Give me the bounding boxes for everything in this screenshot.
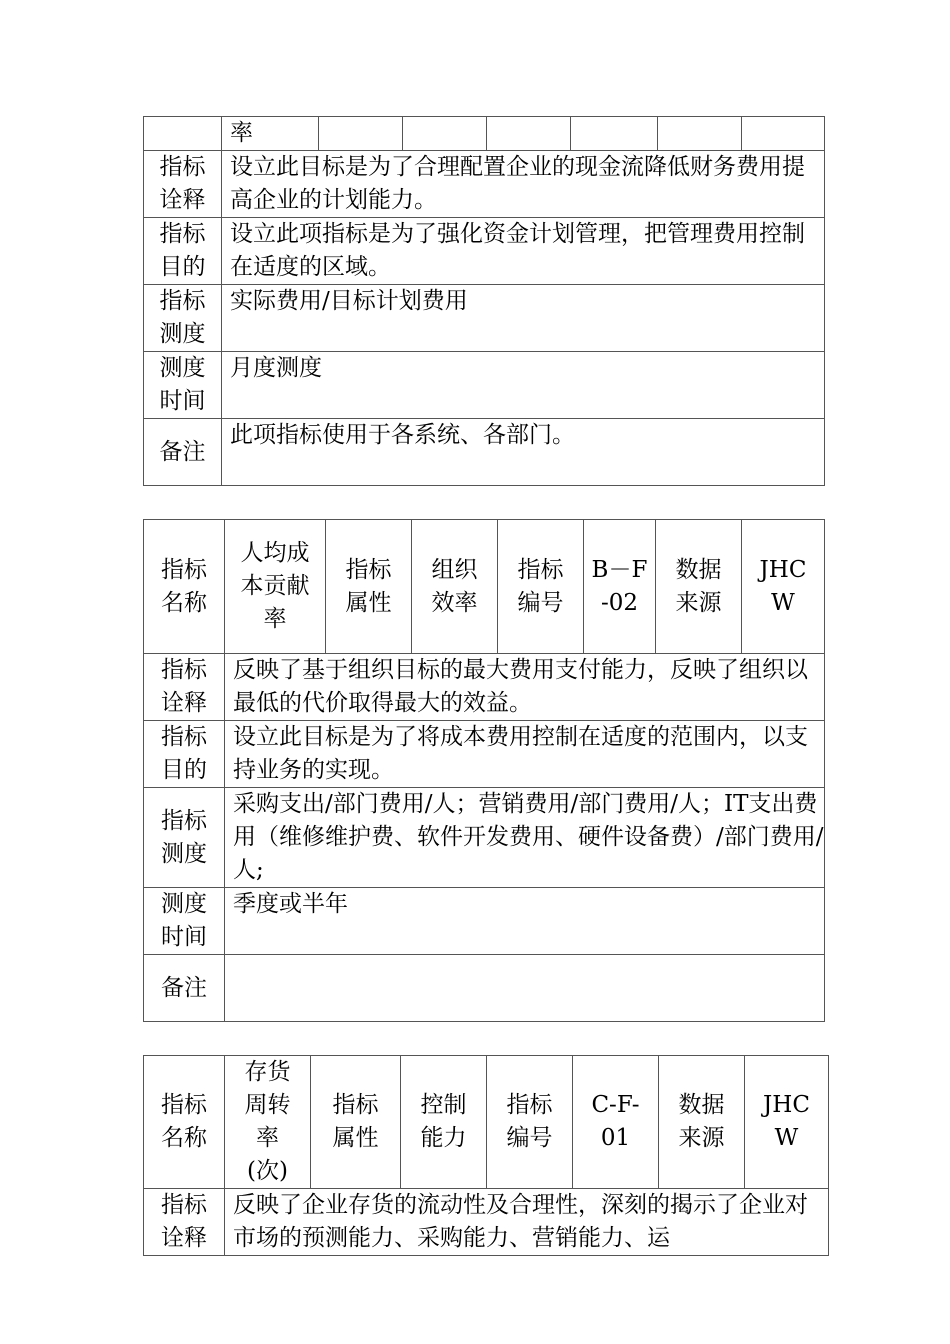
row-text-interpretation: 设立此目标是为了合理配置企业的现金流降低财务费用提高企业的计划能力。 xyxy=(222,151,825,218)
header-attr-label: 指标属性 xyxy=(311,1056,401,1189)
row-text-purpose: 设立此项指标是为了强化资金计划管理，把管理费用控制在适度的区域。 xyxy=(222,218,825,285)
header-attr-value: 控制能力 xyxy=(401,1056,487,1189)
row-text-measure-time: 季度或半年 xyxy=(225,888,825,955)
header-code-label: 指标编号 xyxy=(498,520,584,654)
row-label-interpretation: 指标诠释 xyxy=(144,151,222,218)
row-label-purpose: 指标目的 xyxy=(144,218,222,285)
header-source-label: 数据来源 xyxy=(659,1056,745,1189)
header-code-value: C-F-01 xyxy=(573,1056,659,1189)
header-name-label: 指标名称 xyxy=(144,1056,225,1189)
header-source-label: 数据来源 xyxy=(656,520,742,654)
row-text-measure: 实际费用/目标计划费用 xyxy=(222,285,825,352)
indicator-table-cost-contribution xyxy=(143,519,825,1022)
indicator-table-inventory-turnover xyxy=(143,1055,829,1256)
row-label-interpretation: 指标诠释 xyxy=(144,654,225,721)
header-name-value: 人均成本贡献率 xyxy=(225,520,326,654)
row-label-remarks: 备注 xyxy=(144,955,225,1022)
row-label-measure: 指标测度 xyxy=(144,788,225,888)
header-cell-empty xyxy=(144,117,222,151)
header-cell-empty xyxy=(319,117,403,151)
header-attr-value: 组织效率 xyxy=(412,520,498,654)
row-label-measure-time: 测度时间 xyxy=(144,352,222,419)
row-label-measure: 指标测度 xyxy=(144,285,222,352)
header-cell-empty xyxy=(742,117,825,151)
header-code-label: 指标编号 xyxy=(487,1056,573,1189)
row-label-measure-time: 测度时间 xyxy=(144,888,225,955)
row-text-remarks: 此项指标使用于各系统、各部门。 xyxy=(222,419,825,486)
header-code-value: B－F-02 xyxy=(584,520,656,654)
row-text-measure: 采购支出/部门费用/人；营销费用/部门费用/人；IT支出费用（维修维护费、软件开发费用、硬件设备费）/部门费用/人; xyxy=(225,788,825,888)
row-label-interpretation: 指标诠释 xyxy=(144,1189,225,1256)
header-name-value: 存货周转率(次) xyxy=(225,1056,311,1189)
header-cell-empty xyxy=(658,117,742,151)
header-cell-empty xyxy=(403,117,487,151)
header-cell-name-tail: 率 xyxy=(222,117,319,151)
row-label-remarks: 备注 xyxy=(144,419,222,486)
row-text-interpretation: 反映了企业存货的流动性及合理性，深刻的揭示了企业对市场的预测能力、采购能力、营销能力、运 xyxy=(225,1189,829,1256)
header-cell-empty xyxy=(487,117,571,151)
indicator-table-cash-flow xyxy=(143,116,825,486)
header-source-value: JHCW xyxy=(745,1056,829,1189)
row-text-remarks xyxy=(225,955,825,1022)
row-text-measure-time: 月度测度 xyxy=(222,352,825,419)
header-name-label: 指标名称 xyxy=(144,520,225,654)
row-label-purpose: 指标目的 xyxy=(144,721,225,788)
row-text-interpretation: 反映了基于组织目标的最大费用支付能力，反映了组织以最低的代价取得最大的效益。 xyxy=(225,654,825,721)
row-text-purpose: 设立此目标是为了将成本费用控制在适度的范围内，以支持业务的实现。 xyxy=(225,721,825,788)
header-cell-empty xyxy=(571,117,658,151)
header-source-value: JHCW xyxy=(742,520,825,654)
header-attr-label: 指标属性 xyxy=(326,520,412,654)
